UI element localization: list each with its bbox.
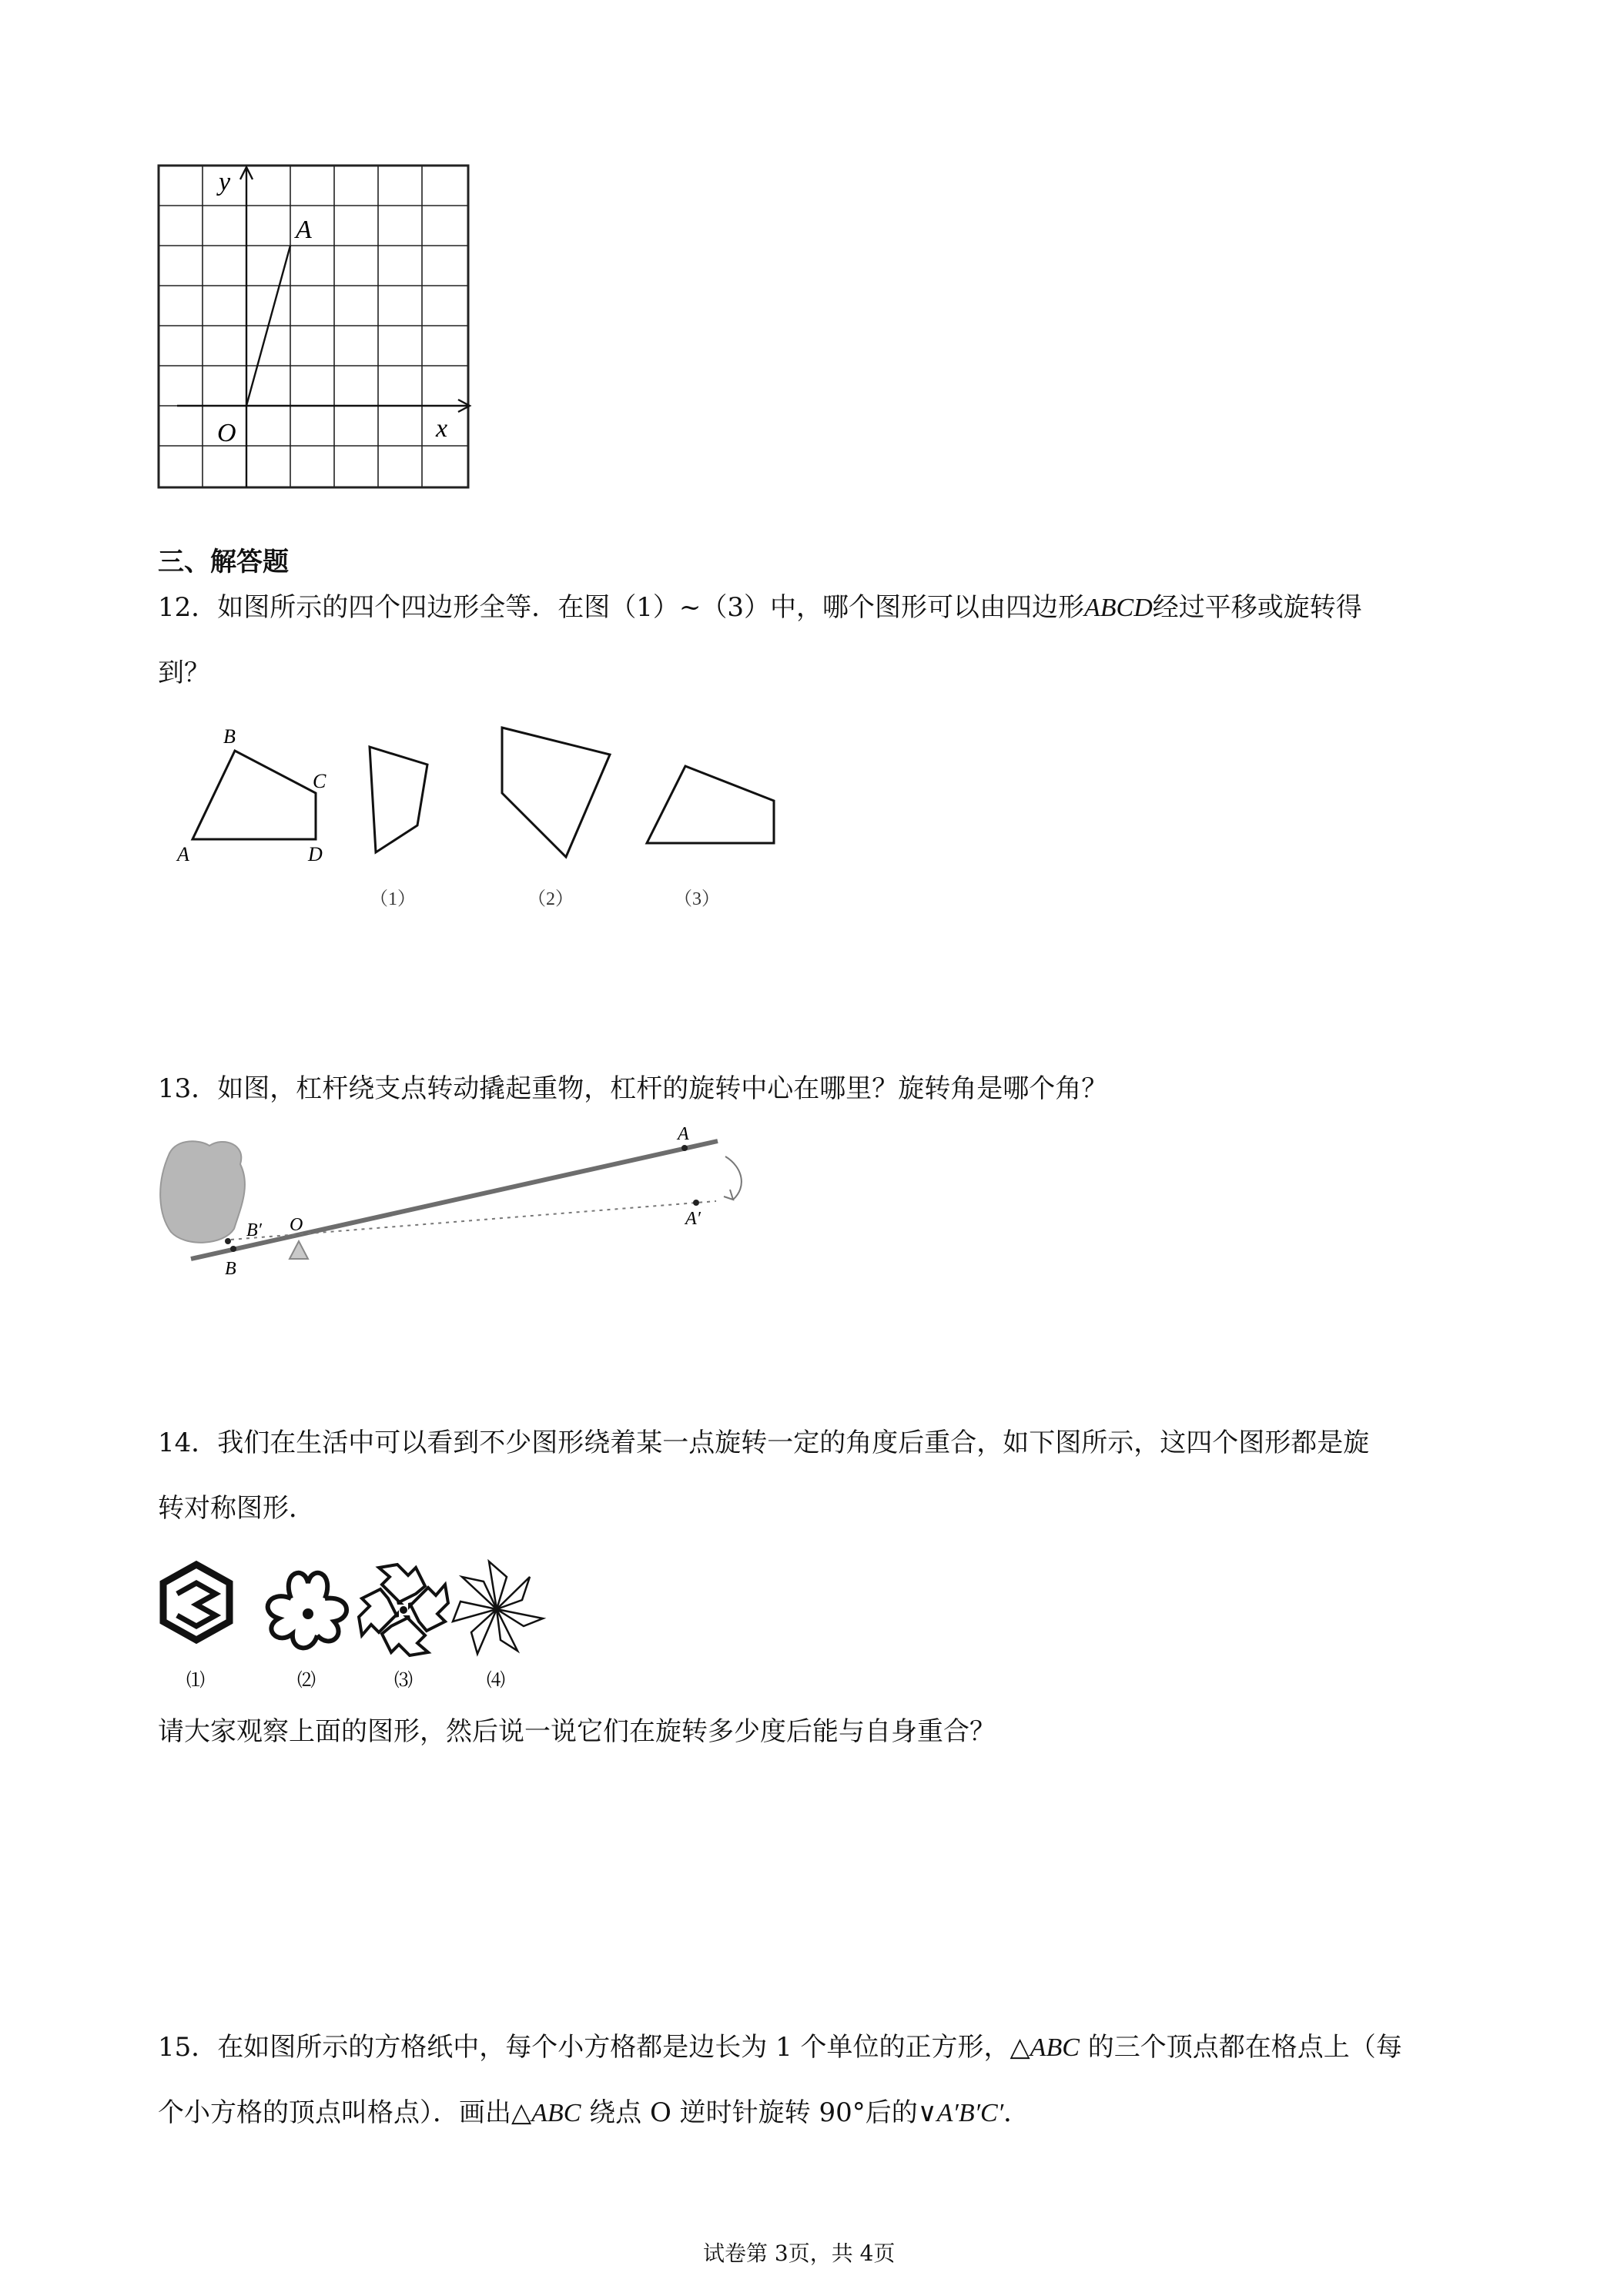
q12-line1 bbox=[158, 589, 1362, 627]
q14-line1 bbox=[158, 1424, 1369, 1461]
q13-lever-figure bbox=[154, 1116, 770, 1290]
q12-label-d: D bbox=[308, 843, 323, 865]
q12-caption-3: （3） bbox=[674, 889, 720, 909]
q12-line2: 到？ bbox=[158, 658, 210, 688]
q15-text-a1: 在如图所示的方格纸中，每个小方格都是边长为 1 个单位的正方形，△ bbox=[217, 2032, 1030, 2063]
q12-caption-2: （2） bbox=[527, 889, 574, 909]
q13-label-a-prime: A′ bbox=[685, 1209, 701, 1229]
q15-text-b3: ． bbox=[1003, 2097, 1030, 2128]
q14-text-a: 我们在生活中可以看到不少图形绕着某一点旋转一定的角度后重合，如下图所示，这四个图形都是旋 bbox=[217, 1427, 1370, 1458]
q15-italic-c: A′B′C′ bbox=[936, 2099, 1004, 2127]
q15-line1 bbox=[158, 2029, 1402, 2067]
page-footer: 试卷第 3页，共 4页 bbox=[703, 2241, 896, 2266]
q13-label-a: A bbox=[678, 1124, 689, 1144]
origin-label: O bbox=[217, 419, 236, 447]
q15-text-a2: 的三个顶点都在格点上（每 bbox=[1079, 2032, 1402, 2063]
figure-3-cross-icon bbox=[359, 1565, 448, 1655]
coordinate-grid-figure bbox=[154, 158, 477, 497]
q15-italic-b: ABC bbox=[531, 2099, 581, 2127]
point-a-label: A bbox=[296, 216, 312, 244]
q12-text-a: 如图所示的四个四边形全等．在图（1）~（3）中，哪个图形可以由四边形 bbox=[217, 592, 1085, 623]
q14-caption-1: ⑴ bbox=[186, 1671, 205, 1691]
figure-4-pinwheel-icon bbox=[453, 1561, 543, 1654]
q12-caption-1: （1） bbox=[370, 889, 416, 909]
q13-label-b-prime: B′ bbox=[246, 1220, 262, 1240]
q12-label-b: B bbox=[223, 725, 236, 748]
figure-1-hexagon-icon bbox=[163, 1565, 229, 1640]
q13-label-b: B bbox=[225, 1259, 236, 1279]
q13-text: 如图，杠杆绕支点转动撬起重物，杠杆的旋转中心在哪里？旋转角是哪个角？ bbox=[217, 1073, 1108, 1104]
q13-label-o: O bbox=[290, 1215, 303, 1235]
q12-italic: ABCD bbox=[1084, 594, 1153, 622]
q12-quadrilaterals-figure bbox=[169, 720, 801, 912]
q15-italic-a: ABC bbox=[1030, 2033, 1080, 2062]
q14-question: 请大家观察上面的图形，然后说一说它们在旋转多少度后能与自身重合？ bbox=[158, 1716, 996, 1747]
x-axis-label: x bbox=[436, 414, 448, 443]
q14-figures bbox=[154, 1555, 570, 1694]
q14-number: 14． bbox=[158, 1427, 218, 1458]
q15-line2 bbox=[158, 2094, 1030, 2132]
q15-text-b1: 个小方格的顶点叫格点）．画出△ bbox=[158, 2097, 532, 2128]
q14-caption-2: ⑵ bbox=[297, 1671, 316, 1691]
q14-caption-3: ⑶ bbox=[394, 1671, 413, 1691]
q14-caption-4: ⑷ bbox=[487, 1671, 505, 1691]
q12-number: 12． bbox=[158, 592, 218, 623]
y-axis-label: y bbox=[219, 168, 231, 196]
q13-line1 bbox=[158, 1070, 1107, 1107]
section-heading: 三、解答题 bbox=[158, 547, 289, 577]
q12-label-c: C bbox=[313, 770, 326, 792]
q13-number: 13． bbox=[158, 1073, 218, 1104]
q12-label-a: A bbox=[177, 843, 189, 865]
q15-text-b2: 绕点 O 逆时针旋转 90°后的∨ bbox=[581, 2097, 937, 2128]
figure-2-flower-icon bbox=[268, 1573, 347, 1648]
q15-number: 15． bbox=[158, 2032, 218, 2063]
q14-line2: 转对称图形． bbox=[158, 1493, 315, 1524]
q12-text-b: 经过平移或旋转得 bbox=[1152, 592, 1362, 623]
